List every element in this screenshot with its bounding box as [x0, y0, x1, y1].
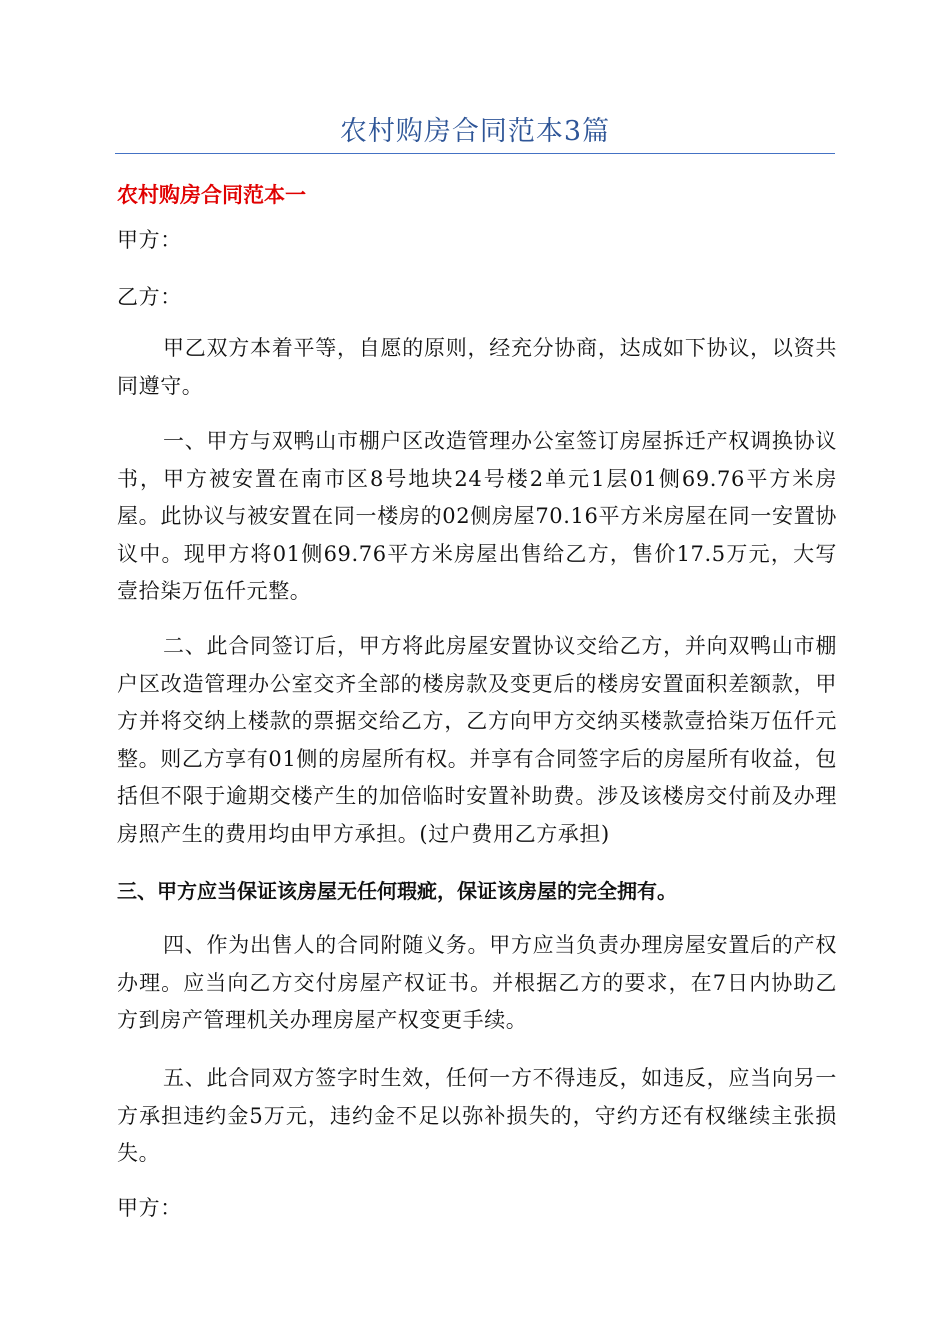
clause-5: 五、此合同双方签字时生效，任何一方不得违反，如违反，应当向另一方承担违约金5万元，违约金不足以弥补损失的，守约方还有权继续主张损失。: [117, 1066, 837, 1165]
party-a-label: 甲方：: [117, 228, 182, 252]
clause-4: 四、作为出售人的合同附随义务。甲方应当负责办理房屋安置后的产权办理。应当向乙方交付房屋产权证书。并根据乙方的要求，在7日内协助乙方到房产管理机关办理房屋产权变更手续。: [117, 933, 837, 1032]
section-heading: 农村购房合同范本一: [117, 183, 306, 207]
title-underline: [115, 153, 835, 154]
clause-3: 三、甲方应当保证该房屋无任何瑕疵，保证该房屋的完全拥有。: [117, 879, 677, 903]
clause-1: 一、甲方与双鸭山市棚户区改造管理办公室签订房屋拆迁产权调换协议书，甲方被安置在南市区8号地块24号楼2单元1层01侧69.76平方米房屋。此协议与被安置在同一楼房的02侧房屋70.16平方米房屋在同一安置协议中。现甲方将01侧69.76平方米房屋出售给乙方，售价17.5万元，大写壹拾柒万伍仟元整。: [117, 429, 837, 603]
clause-2: 二、此合同签订后，甲方将此房屋安置协议交给乙方，并向双鸭山市棚户区改造管理办公室交齐全部的楼房款及变更后的楼房安置面积差额款，甲方并将交纳上楼款的票据交给乙方，乙方向甲方交纳买楼款壹拾柒万伍仟元整。则乙方享有01侧的房屋所有权。并享有合同签字后的房屋所有收益，包括但不限于逾期交楼产生的加倍临时安置补助费。涉及该楼房交付前及办理房照产生的费用均由甲方承担。(过户费用乙方承担): [117, 634, 837, 846]
intro-paragraph: 甲乙双方本着平等，自愿的原则，经充分协商，达成如下协议，以资共同遵守。: [117, 336, 837, 398]
signature-party-a-label: 甲方：: [117, 1196, 182, 1220]
document-title: 农村购房合同范本3篇: [339, 116, 611, 147]
party-b-label: 乙方：: [117, 285, 182, 309]
